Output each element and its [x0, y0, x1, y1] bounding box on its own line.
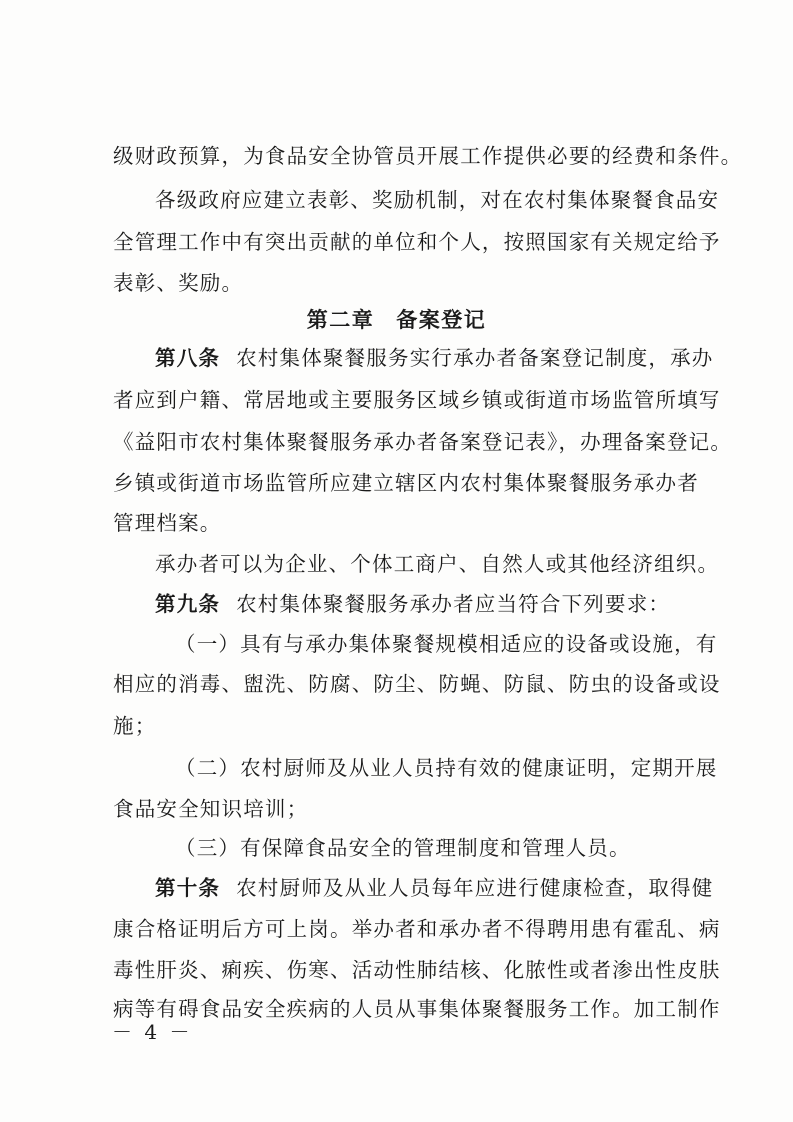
- article-label: 第八条: [155, 346, 221, 370]
- body-line: 病等有碍食品安全疾病的人员从事集体聚餐服务工作。加工制作: [113, 997, 721, 1021]
- body-line: 食品安全知识培训；: [113, 797, 309, 821]
- body-line: 施；: [113, 714, 157, 738]
- article-label: 第十条: [155, 876, 221, 900]
- article-text: 农村集体聚餐服务承办者应当符合下列要求：: [236, 592, 671, 616]
- body-line: 全管理工作中有突出贡献的单位和个人，按照国家有关规定给予: [113, 230, 721, 254]
- page-number: － 4 －: [112, 1020, 193, 1044]
- chapter-heading: [0, 306, 793, 334]
- body-line: 承办者可以为企业、个体工商户、自然人或其他经济组织。: [155, 552, 720, 576]
- body-line: 康合格证明后方可上岗。举办者和承办者不得聘用患有霍乱、病: [113, 917, 721, 941]
- article-8-line: [155, 344, 755, 372]
- body-line: 各级政府应建立表彰、奖励机制，对在农村集体聚餐食品安: [155, 188, 720, 212]
- list-item-line: （二）农村厨师及从业人员持有效的健康证明，定期开展: [175, 756, 718, 780]
- chapter-number: 第二章: [306, 308, 375, 332]
- article-text: 农村集体聚餐服务实行承办者备案登记制度，承办: [236, 346, 714, 370]
- body-line: 级财政预算，为食品安全协管员开展工作提供必要的经费和条件。: [113, 144, 743, 168]
- body-line: 管理档案。: [113, 511, 222, 535]
- body-line: 相应的消毒、盥洗、防腐、防尘、防蝇、防鼠、防虫的设备或设: [113, 672, 721, 696]
- body-line: 毒性肝炎、痢疾、伤寒、活动性肺结核、化脓性或者渗出性皮肤: [113, 958, 721, 982]
- body-line: 《益阳市农村集体聚餐服务承办者备案登记表》，办理备案登记。: [113, 430, 733, 454]
- article-10-line: [155, 874, 755, 902]
- article-label: 第九条: [155, 592, 221, 616]
- body-line: 表彰、奖励。: [113, 271, 244, 295]
- list-item-line: （三）有保障食品安全的管理制度和管理人员。: [175, 836, 631, 860]
- chapter-title: 备案登记: [396, 308, 487, 332]
- body-line: 者应到户籍、常居地或主要服务区域乡镇或街道市场监管所填写: [113, 388, 721, 412]
- body-line: 乡镇或街道市场监管所应建立辖区内农村集体聚餐服务承办者: [113, 471, 699, 495]
- article-9-line: [155, 590, 755, 618]
- article-text: 农村厨师及从业人员每年应进行健康检查，取得健: [236, 876, 714, 900]
- list-item-line: （一）具有与承办集体聚餐规模相适应的设备或设施，有: [175, 632, 718, 656]
